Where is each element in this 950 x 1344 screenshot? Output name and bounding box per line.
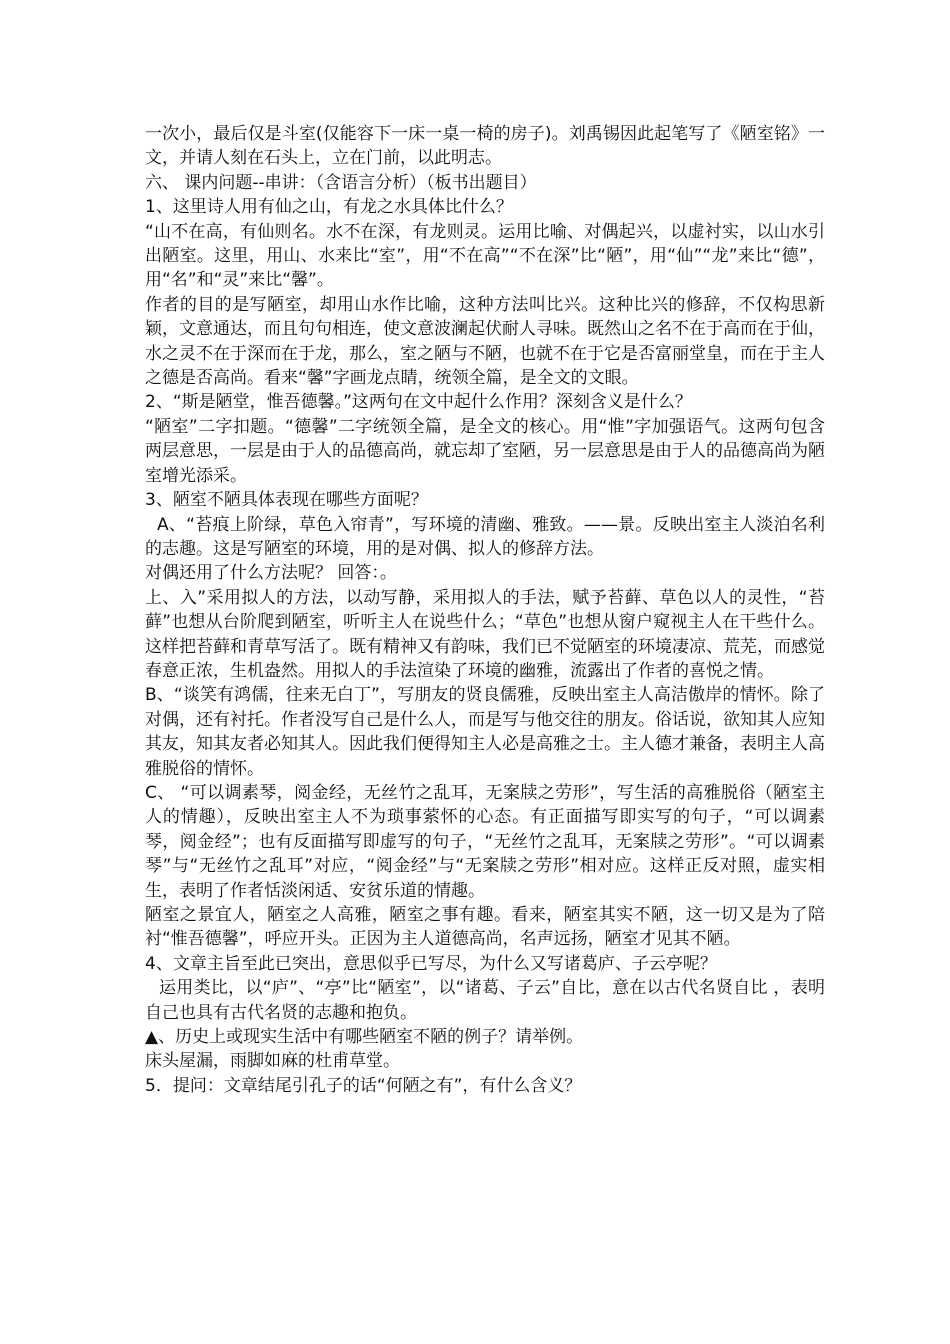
question-1: 1、这里诗人用有仙之山，有龙之水具体比什么？	[145, 197, 513, 218]
question-3: 3、陋室不陋具体表现在哪些方面呢？	[145, 490, 428, 511]
section-heading-six: 六、 课内问题--串讲：（含语言分析）（板书出题目）	[145, 172, 537, 193]
paragraph-intro-end: 一次小，最后仅是斗室(仅能容下一床一桌一椅的房子)。刘禹锡因此起笔写了《陋室铭》一文，并请人刻在石头上，立在门前，以此明志。	[145, 124, 825, 169]
question-2: 2、“斯是陋堂，惟吾德馨。”这两句在文中起什么作用？深刻含义是什么？	[145, 392, 692, 413]
document-body	[145, 122, 825, 1098]
question-4: 4、文章主旨至此已突出，意思似乎已写尽，为什么又写诸葛庐、子云亭呢？	[145, 953, 717, 974]
answer-3-a-explanation: 上、入”采用拟人的方法，以动写静，采用拟人的手法，赋予苔藓、草色以人的灵性，“苔藓”也想从台阶爬到陋室，听听主人在说些什么；“草色”也想从窗户窥视主人在干些什么。这样把苔藓和青草写活了。既有精神又有韵味，我们已不觉陋室的环境凄凉、荒芜，而感觉春意正浓，生机盎然。用拟人的手法渲染了环境的幽雅，流露出了作者的喜悦之情。	[145, 587, 825, 681]
extension-question: ▲、历史上或现实生活中有哪些陋室不陋的例子？请举例。	[145, 1027, 584, 1048]
answer-4: 运用类比，以“庐”、“亭”比“陋室”，以“诸葛、子云”自比，意在以古代名贤自比 ，表明自己也具有古代名贤的志趣和抱负。	[145, 978, 825, 1023]
answer-3-a-followup: 对偶还用了什么方法呢？ 回答：。	[145, 563, 397, 584]
answer-3-a: A、“苔痕上阶绿，草色入帘青”，写环境的清幽、雅致。——景。反映出室主人淡泊名利的志趣。这是写陋室的环境，用的是对偶、拟人的修辞方法。	[145, 514, 825, 559]
extension-answer: 床头屋漏，雨脚如麻的杜甫草堂。	[145, 1051, 400, 1072]
answer-2: “陋室”二字扣题。“德馨”二字统领全篇，是全文的核心。用“惟”字加强语气。这两句包含两层意思，一层是由于人的品德高尚，就忘却了室陋，另一层意思是由于人的品德高尚为陋室增光添采。	[145, 416, 825, 486]
answer-3-c: C、 “可以调素琴，阅金经，无丝竹之乱耳，无案牍之劳形”，写生活的高雅脱俗（陋室主人的情趣），反映出室主人不为琐事萦怀的心态。有正面描写即实写的句子，“可以调素琴，阅金经”；也有反面描写即虚写的句子，“无丝竹之乱耳，无案牍之劳形”。“可以调素琴”与“无丝竹之乱耳”对应，“阅金经”与“无案牍之劳形”相对应。这样正反对照，虚实相生，表明了作者恬淡闲适、安贫乐道的情趣。	[145, 782, 825, 901]
answer-1-part-1: “山不在高，有仙则名。水不在深，有龙则灵。运用比喻、对偶起兴，以虚衬实，以山水引出陋室。这里，用山、水来比“室”，用“不在高”“不在深”比“陋”，用“仙”“龙”来比“德”，用“名”和“灵”来比“馨”。	[145, 221, 825, 291]
answer-1-part-2: 作者的目的是写陋室，却用山水作比喻，这种方法叫比兴。这种比兴的修辞，不仅构思新颖，文意通达，而且句句相连，使文意波澜起伏耐人寻味。既然山之名不在于高而在于仙，水之灵不在于深而在于龙，那么，室之陋与不陋，也就不在于它是否富丽堂皇，而在于主人之德是否高尚。看来“馨”字画龙点睛，统领全篇，是全文的文眼。	[145, 294, 825, 389]
question-5: 5．提问：文章结尾引孔子的话“何陋之有”，有什么含义？	[145, 1075, 582, 1096]
answer-3-b: B、“谈笑有鸿儒，往来无白丁”，写朋友的贤良儒雅，反映出室主人高洁傲岸的情怀。除了对偶，还有衬托。作者没写自己是什么人，而是写与他交往的朋友。俗话说，欲知其人应知其友，知其友者必知其人。因此我们便得知主人必是高雅之士。主人德才兼备，表明主人高雅脱俗的情怀。	[145, 685, 825, 779]
answer-3-summary: 陋室之景宜人，陋室之人高雅，陋室之事有趣。看来，陋室其实不陋，这一切又是为了陪衬“惟吾德馨”，呼应开头。正因为主人道德高尚，名声远扬，陋室才见其不陋。	[145, 905, 825, 950]
